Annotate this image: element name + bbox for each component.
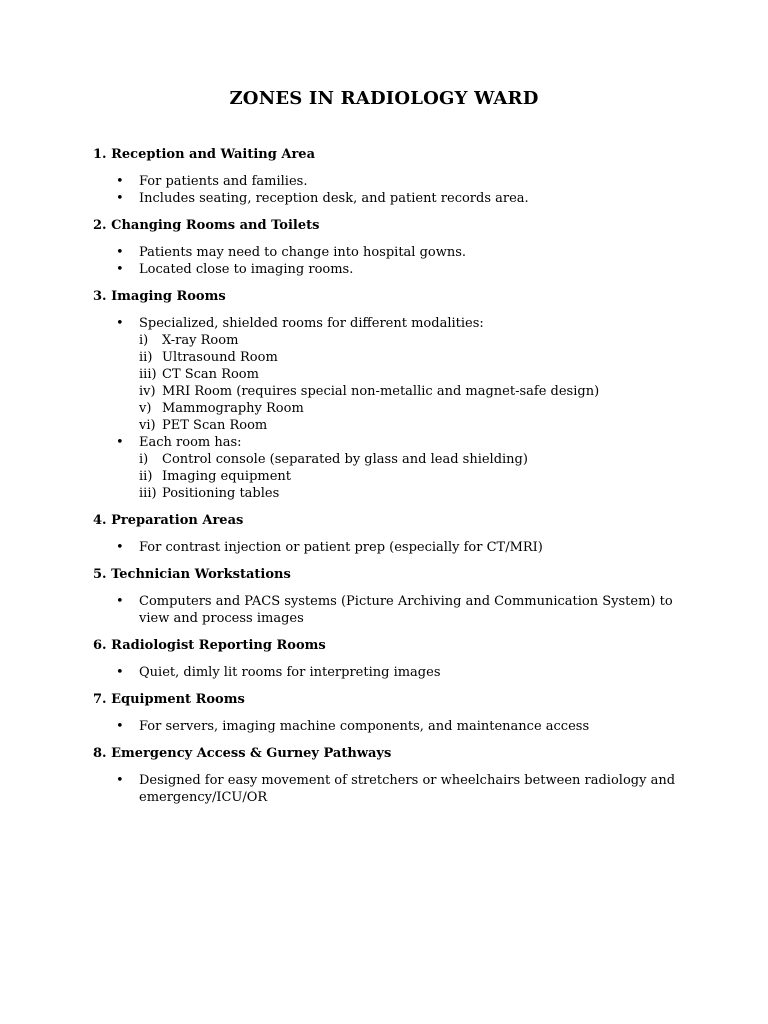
sub-list xyxy=(139,451,693,502)
bullet-icon: • xyxy=(116,262,124,277)
bullet-icon: • xyxy=(116,191,124,206)
bullet-list xyxy=(93,664,693,681)
sub-item-number: vi) xyxy=(139,418,156,433)
bullet-list xyxy=(93,593,693,627)
sub-item xyxy=(139,485,693,502)
bullet-icon: • xyxy=(116,773,124,788)
sub-item-number: iv) xyxy=(139,384,156,399)
sub-item-text: Mammography Room xyxy=(162,401,304,416)
bullet-item xyxy=(93,173,693,190)
sub-item-text: X-ray Room xyxy=(162,333,239,348)
section-8 xyxy=(93,745,693,806)
bullet-text: Includes seating, reception desk, and patient records area. xyxy=(139,191,529,206)
section-heading: 8. Emergency Access & Gurney Pathways xyxy=(93,746,392,761)
bullet-text: For patients and families. xyxy=(139,174,308,189)
section-7 xyxy=(93,691,693,735)
bullet-item xyxy=(93,772,693,806)
bullet-list xyxy=(93,718,693,735)
sub-item-number: ii) xyxy=(139,469,153,484)
sub-item-number: ii) xyxy=(139,350,153,365)
section-3 xyxy=(93,288,693,502)
section-heading: 4. Preparation Areas xyxy=(93,513,244,528)
section-heading: 5. Technician Workstations xyxy=(93,567,291,582)
bullet-text: Specialized, shielded rooms for different modalities: xyxy=(139,316,484,331)
bullet-item xyxy=(93,718,693,735)
sub-item-text: Ultrasound Room xyxy=(162,350,278,365)
sub-item xyxy=(139,400,693,417)
sub-item xyxy=(139,468,693,485)
sub-item xyxy=(139,349,693,366)
sub-item-text: Imaging equipment xyxy=(162,469,292,484)
bullet-text: Each room has: xyxy=(139,435,242,450)
section-heading: 2. Changing Rooms and Toilets xyxy=(93,218,320,233)
bullet-text: Designed for easy movement of stretchers or wheelchairs between radiology and emergency/ICU/OR xyxy=(139,773,676,805)
sub-item xyxy=(139,332,693,349)
sub-item-text: Positioning tables xyxy=(162,486,280,501)
section-heading: 6. Radiologist Reporting Rooms xyxy=(93,638,326,653)
sub-item-number: v) xyxy=(139,401,152,416)
bullet-text: Patients may need to change into hospital gowns. xyxy=(139,245,467,260)
section-heading: 1. Reception and Waiting Area xyxy=(93,147,316,162)
section-5 xyxy=(93,566,693,627)
sub-item-text: CT Scan Room xyxy=(162,367,259,382)
sub-item xyxy=(139,383,693,400)
bullet-text: Quiet, dimly lit rooms for interpreting images xyxy=(139,665,441,680)
bullet-item xyxy=(93,539,693,556)
sub-item-number: i) xyxy=(139,452,149,467)
sub-list xyxy=(139,332,693,434)
bullet-list xyxy=(93,244,693,278)
bullet-list xyxy=(93,315,693,502)
bullet-list xyxy=(93,772,693,806)
bullet-text: For servers, imaging machine components, and maintenance access xyxy=(139,719,590,734)
bullet-icon: • xyxy=(116,245,124,260)
sub-item-text: Control console (separated by glass and lead shielding) xyxy=(162,452,528,467)
bullet-item xyxy=(93,315,693,434)
sub-item-text: MRI Room (requires special non-metallic and magnet-safe design) xyxy=(162,384,600,399)
sub-item xyxy=(139,451,693,468)
bullet-text: Located close to imaging rooms. xyxy=(139,262,354,277)
bullet-list xyxy=(93,173,693,207)
sub-item xyxy=(139,417,693,434)
bullet-icon: • xyxy=(116,540,124,555)
section-6 xyxy=(93,637,693,681)
bullet-item xyxy=(93,434,693,502)
bullet-text: Computers and PACS systems (Picture Archiving and Communication System) to view and process images xyxy=(139,594,673,626)
sub-item-number: iii) xyxy=(139,486,157,501)
bullet-item xyxy=(93,664,693,681)
bullet-icon: • xyxy=(116,435,124,450)
section-4 xyxy=(93,512,693,556)
section-1 xyxy=(93,146,693,207)
bullet-item xyxy=(93,593,693,627)
section-heading: 3. Imaging Rooms xyxy=(93,289,226,304)
document-body xyxy=(93,146,693,816)
bullet-icon: • xyxy=(116,174,124,189)
sub-item-text: PET Scan Room xyxy=(162,418,268,433)
bullet-item xyxy=(93,261,693,278)
section-heading: 7. Equipment Rooms xyxy=(93,692,245,707)
bullet-icon: • xyxy=(116,316,124,331)
sub-item xyxy=(139,366,693,383)
section-2 xyxy=(93,217,693,278)
sub-item-number: iii) xyxy=(139,367,157,382)
bullet-item xyxy=(93,190,693,207)
document-title: ZONES IN RADIOLOGY WARD xyxy=(229,88,539,109)
bullet-list xyxy=(93,539,693,556)
bullet-text: For contrast injection or patient prep (especially for CT/MRI) xyxy=(139,540,543,555)
bullet-icon: • xyxy=(116,594,124,609)
bullet-icon: • xyxy=(116,719,124,734)
sub-item-number: i) xyxy=(139,333,149,348)
bullet-item xyxy=(93,244,693,261)
bullet-icon: • xyxy=(116,665,124,680)
